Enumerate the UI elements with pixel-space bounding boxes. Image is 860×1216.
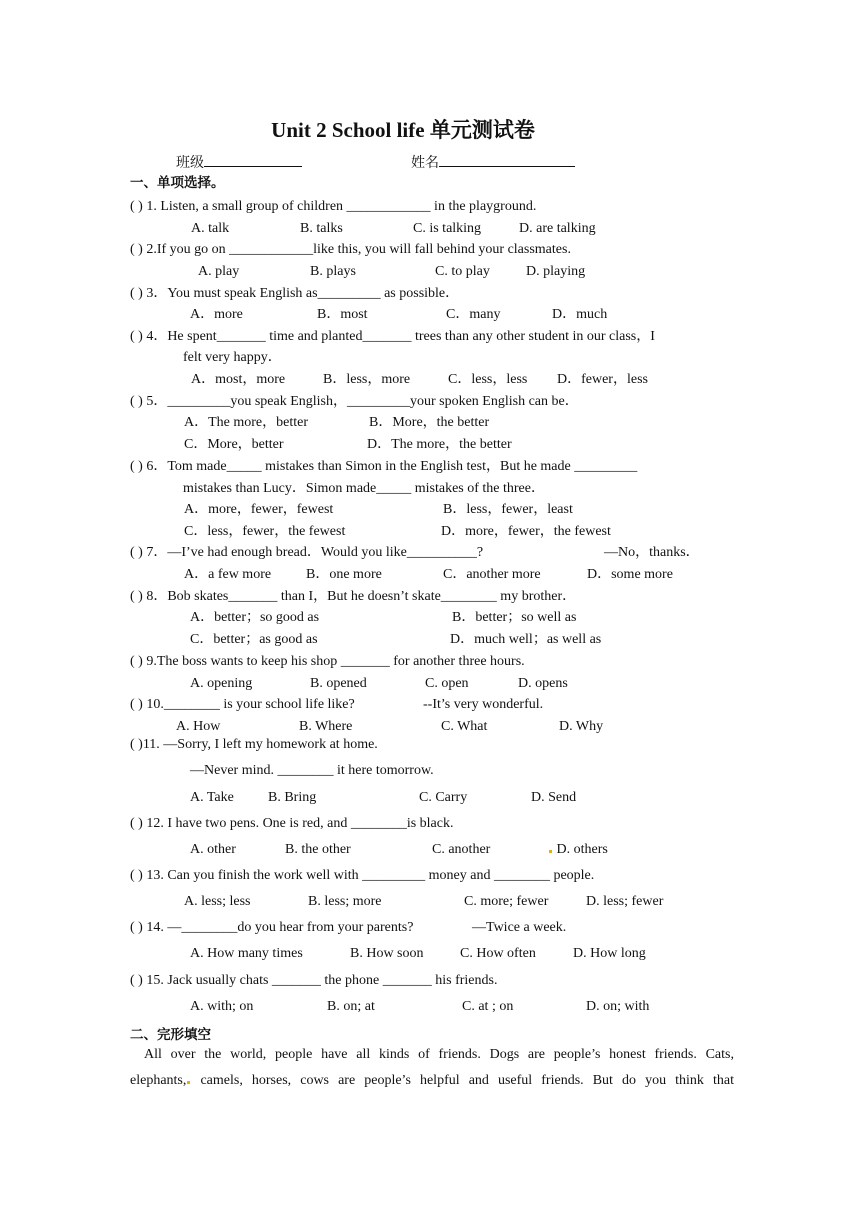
- q9-option-b: B. opened: [310, 676, 367, 691]
- q5-option-d: D．The more，the better: [367, 437, 512, 452]
- q11-option-c: C. Carry: [419, 790, 468, 805]
- q14-option-d: D. How long: [573, 946, 646, 961]
- q2-option-c: C. to play: [435, 264, 490, 279]
- q9-option-a: A. opening: [190, 676, 253, 691]
- q15-option-b: B. on; at: [327, 999, 375, 1014]
- q13-option-d: D. less; fewer: [586, 894, 664, 909]
- question-9: ( ) 9.The boss wants to keep his shop _______ for another three hours.: [130, 654, 525, 669]
- q1-option-a: A. talk: [191, 221, 230, 236]
- q2-option-d: D. playing: [526, 264, 586, 279]
- q10-option-b: B. Where: [299, 719, 353, 734]
- q2-option-a: A. play: [198, 264, 240, 279]
- highlight-mark: [187, 1081, 190, 1084]
- q3-option-c: C．many: [446, 307, 501, 322]
- class-blank: [204, 152, 302, 167]
- q11-option-b: B. Bring: [268, 790, 317, 805]
- question-11-cont: —Never mind. ________ it here tomorrow.: [190, 763, 434, 778]
- q3-option-d: D．much: [552, 307, 608, 322]
- q12-option-c: C. another: [432, 842, 491, 857]
- q9-option-c: C. open: [425, 676, 469, 691]
- q2-option-b: B. plays: [310, 264, 356, 279]
- question-4: ( ) 4．He spent_______ time and planted_______ trees than any other student in our class，I: [130, 329, 655, 344]
- q11-option-a: A. Take: [190, 790, 234, 805]
- q6-option-d: D．more，fewer，the fewest: [441, 524, 611, 539]
- name-blank: [439, 152, 575, 167]
- name-label: 姓名: [411, 156, 439, 171]
- question-13: ( ) 13. Can you finish the work well with _________ money and ________ people.: [130, 868, 595, 883]
- question-10-reply: --It’s very wonderful.: [423, 697, 544, 712]
- q10-option-a: A. How: [176, 719, 221, 734]
- class-label: 班级: [176, 156, 204, 171]
- q10-option-c: C. What: [441, 719, 488, 734]
- section-heading-1: 一、单项选择。: [130, 175, 225, 191]
- q8-option-a: A．better；so good as: [190, 610, 320, 625]
- q8-option-d: D．much well；as well as: [450, 632, 602, 647]
- q7-option-b: B．one more: [306, 567, 382, 582]
- q4-option-a: A．most，more: [191, 372, 286, 387]
- q1-option-c: C. is talking: [413, 221, 482, 236]
- q3-option-a: A．more: [190, 307, 243, 322]
- question-12: ( ) 12. I have two pens. One is red, and ________is black.: [130, 816, 454, 831]
- question-14: ( ) 14. —________do you hear from your parents?: [130, 920, 414, 935]
- q15-option-c: C. at ; on: [462, 999, 514, 1014]
- q12-option-a: A. other: [190, 842, 236, 857]
- q10-option-d: D. Why: [559, 719, 604, 734]
- passage-text-1: All over the world, people have all kinds of friends. Dogs are people’s honest friends. Cats,: [144, 1047, 734, 1062]
- q9-option-d: D. opens: [518, 676, 568, 691]
- q12-option-d-label: D. others: [556, 842, 608, 857]
- question-5: ( ) 5．_________you speak English，_________your spoken English can be．: [130, 394, 579, 409]
- q7-option-d: D．some more: [587, 567, 673, 582]
- q7-option-a: A．a few more: [184, 567, 272, 582]
- section-heading-2: 二、完形填空: [130, 1027, 211, 1043]
- question-2: ( ) 2.If you go on ____________like this, you will fall behind your classmates.: [130, 242, 571, 257]
- question-3: ( ) 3．You must speak English as_________ as possible．: [130, 286, 460, 301]
- q15-option-d: D. on; with: [586, 999, 650, 1014]
- question-11: ( )11. —Sorry, I left my homework at home.: [130, 737, 378, 752]
- q14-option-c: C. How often: [460, 946, 536, 961]
- question-7: ( ) 7．—I’ve had enough bread．Would you like__________?: [130, 545, 484, 560]
- q6-option-c: C．less，fewer，the fewest: [184, 524, 346, 539]
- q6-option-b: B．less，fewer，least: [443, 502, 573, 517]
- q1-option-d: D. are talking: [519, 221, 596, 236]
- question-8: ( ) 8．Bob skates_______ than I，But he doesn’t skate________ my brother．: [130, 589, 577, 604]
- q4-option-d: D．fewer，less: [557, 372, 648, 387]
- q11-option-d: D. Send: [531, 790, 577, 805]
- question-4-cont: felt very happy．: [183, 350, 282, 365]
- question-14-reply: —Twice a week.: [472, 920, 567, 935]
- page-title: Unit 2 School life 单元测试卷: [271, 118, 535, 142]
- q12-option-b: B. the other: [285, 842, 351, 857]
- question-10: ( ) 10.________ is your school life like?: [130, 697, 355, 712]
- q3-option-b: B．most: [317, 307, 368, 322]
- q15-option-a: A. with; on: [190, 999, 254, 1014]
- q8-option-c: C．better；as good as: [190, 632, 318, 647]
- q7-option-c: C．another more: [443, 567, 541, 582]
- class-field: [176, 152, 302, 172]
- cloze-passage-line-2: [130, 1068, 734, 1094]
- question-6: ( ) 6．Tom made_____ mistakes than Simon in the English test，But he made _________: [130, 459, 638, 474]
- q1-option-b: B. talks: [300, 221, 343, 236]
- q6-option-a: A．more，fewer，fewest: [184, 502, 334, 517]
- q13-option-c: C. more; fewer: [464, 894, 549, 909]
- cloze-passage-line-1: [130, 1042, 734, 1068]
- q14-option-b: B. How soon: [350, 946, 424, 961]
- question-6-cont: mistakes than Lucy．Simon made_____ mistakes of the three．: [183, 481, 545, 496]
- passage-text-2b: camels, horses, cows are people’s helpful and useful friends. But do you think that: [200, 1073, 734, 1088]
- highlight-mark: [549, 850, 552, 853]
- name-field: [411, 152, 575, 172]
- question-1: ( ) 1. Listen, a small group of children ____________ in the playground.: [130, 199, 537, 214]
- q5-option-b: B．More，the better: [369, 415, 490, 430]
- question-7-reply: —No，thanks．: [604, 545, 700, 560]
- passage-text-2a: elephants,: [130, 1073, 187, 1088]
- q13-option-a: A. less; less: [184, 894, 251, 909]
- q12-option-d: [548, 842, 608, 858]
- q8-option-b: B．better；so well as: [452, 610, 577, 625]
- q5-option-c: C．More，better: [184, 437, 284, 452]
- q13-option-b: B. less; more: [308, 894, 382, 909]
- q4-option-b: B．less，more: [323, 372, 411, 387]
- question-15: ( ) 15. Jack usually chats _______ the phone _______ his friends.: [130, 973, 498, 988]
- q4-option-c: C．less，less: [448, 372, 528, 387]
- q14-option-a: A. How many times: [190, 946, 303, 961]
- q5-option-a: A．The more，better: [184, 415, 309, 430]
